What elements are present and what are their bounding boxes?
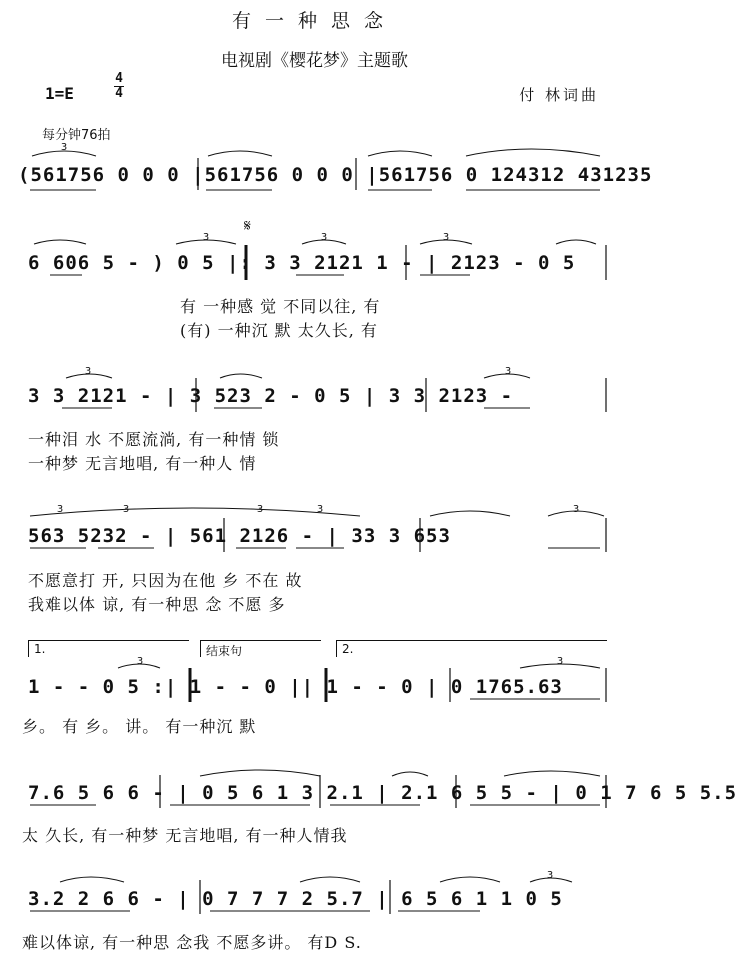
time-signature-top: 4 [115, 71, 123, 86]
triplet-mark: 3 [202, 232, 210, 243]
slur [220, 374, 262, 378]
system-2-notes: 6 606 5 - ) 0 5 |: 3 3 2121 1 - | 2123 - 0 5 [28, 252, 576, 274]
system-6-lyrics: 太 久长, 有一种梦 无言地唱, 有一种人情我 [22, 826, 348, 845]
credit: 付 林词曲 [519, 86, 599, 104]
triplet-mark: 3 [60, 142, 68, 153]
system-1-notes: (561756 0 0 0 |561756 0 0 0 |561756 0 124312 431235 [18, 164, 653, 186]
song-title: 有一种思念 [231, 10, 397, 32]
slur [368, 151, 432, 156]
system-4-lyrics-verse2: 我难以体 谅, 有一种思 念 不愿 多 [28, 595, 286, 614]
segno-sign: 𝄋 [244, 216, 251, 235]
triplet-mark: 3 [320, 232, 328, 243]
slur [60, 877, 124, 882]
system-6-notes: 7.6 5 6 6 - | 0 5 6 1 3 2.1 | 2.1 6 5 5 - | 0 1 7 6 5 5.5 [28, 782, 737, 804]
time-signature-bottom: 4 [115, 86, 123, 101]
triplet-mark: 3 [442, 232, 450, 243]
system-7-lyrics: 难以体谅, 有一种思 念我 不愿多讲。 有D S. [22, 933, 362, 952]
triplet-mark: 3 [136, 656, 144, 667]
triplet-mark: 3 [316, 504, 324, 515]
slur [430, 511, 510, 516]
triplet-mark: 3 [504, 366, 512, 377]
triplet-mark: 3 [572, 504, 580, 515]
slur [556, 240, 596, 244]
triplet-mark: 3 [84, 366, 92, 377]
system-3-lyrics-verse2: 一种梦 无言地唱, 有一种人 情 [28, 454, 257, 473]
slur [466, 149, 600, 156]
system-3-notes: 3 3 2121 - | 3 523 2 - 0 5 | 3 3 2123 - [28, 385, 514, 407]
key-signature: 1=E [45, 84, 74, 103]
triplet-mark: 3 [556, 656, 564, 667]
slur [200, 770, 320, 776]
slur [392, 772, 428, 776]
triplet-mark: 3 [122, 504, 130, 515]
triplet-mark: 3 [546, 870, 554, 881]
tempo-marking: 每分钟76拍 [42, 128, 111, 143]
triplet-mark: 3 [256, 504, 264, 515]
slur [300, 877, 360, 882]
system-2-lyrics-verse1: 有 一种感 觉 不同以往, 有 [180, 297, 381, 316]
volta-1-label: 1. [34, 642, 46, 656]
volta-2-label: 2. [342, 642, 354, 656]
system-5-notes: 1 - - 0 5 :| 1 - - 0 || 1 - - 0 | 0 1765.63 [28, 676, 563, 698]
slur [34, 240, 86, 244]
triplet-mark: 3 [56, 504, 64, 515]
coda-label: 结束句 [206, 644, 243, 658]
system-7-notes: 3.2 2 6 6 - | 0 7 7 7 2 5.7 | 6 5 6 1 1 0 5 [28, 888, 563, 910]
slur [208, 151, 272, 156]
system-3-lyrics-verse1: 一种泪 水 不愿流淌, 有一种情 锁 [28, 430, 280, 449]
system-2-lyrics-verse2: (有) 一种沉 默 太久长, 有 [180, 321, 378, 340]
system-5-lyrics: 乡。 有 乡。 讲。 有一种沉 默 [22, 717, 257, 736]
slur [440, 877, 500, 882]
system-4-lyrics-verse1: 不愿意打 开, 只因为在他 乡 不在 故 [28, 571, 303, 590]
slur [504, 771, 600, 776]
song-subtitle: 电视剧《樱花梦》主题歌 [221, 51, 408, 71]
slur [30, 508, 360, 516]
system-4-notes: 563 5232 - | 561 2126 - | 33 3 653 [28, 525, 451, 547]
